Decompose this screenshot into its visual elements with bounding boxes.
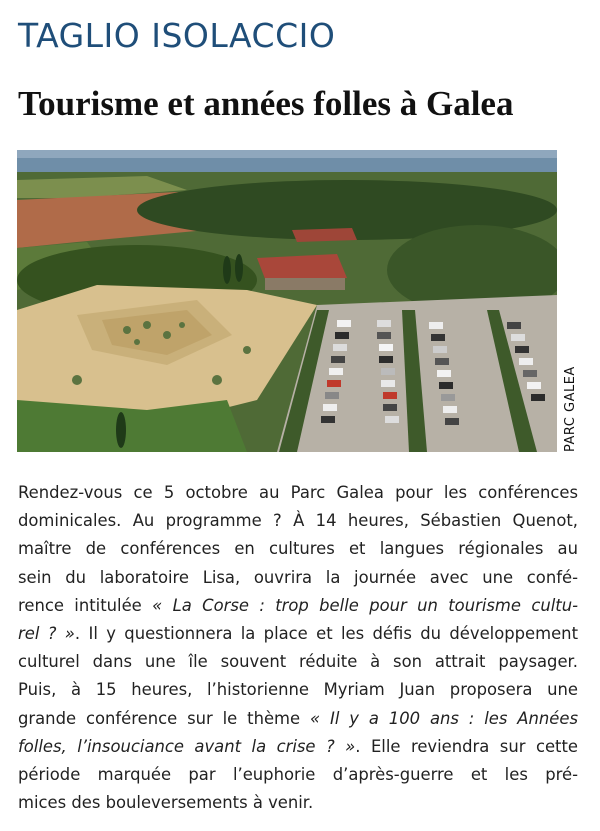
body-line: mices des bouleversements à venir.	[18, 793, 314, 813]
article-headline: Tourisme et années folles à Galea	[18, 84, 514, 123]
body-line	[18, 705, 578, 733]
body-line: dominicales. Au programme ? À 14 heures, Sébastien Quenot,	[18, 511, 578, 531]
aerial-photo	[17, 150, 557, 452]
photo-credit: PARC GALEA	[563, 366, 578, 452]
italic-title: « La Corse : trop belle pour un tourisme cultu-	[152, 595, 578, 615]
body-line: culturel dans une île souvent réduite à son attrait paysager.	[18, 652, 578, 672]
body-line: période marquée par l’euphorie d’après-guerre et les pré-	[18, 764, 578, 784]
italic-title: folles, l’insouciance avant la crise ? »	[18, 736, 356, 756]
body-text-fragment: . Il y questionnera la place et les défis du développement	[74, 623, 578, 643]
body-line: Rendez-vous ce 5 octobre au Parc Galea pour les conférences	[18, 483, 578, 502]
body-line: maître de conférences en cultures et langues régionales au	[18, 539, 578, 559]
body-line: Puis, à 15 heures, l’historienne Myriam Juan proposera une	[18, 680, 578, 700]
body-line	[18, 733, 578, 761]
body-line	[18, 620, 578, 648]
body-text-fragment: . Elle reviendra sur cette	[355, 736, 578, 756]
article-body	[18, 479, 578, 817]
body-text-fragment: grande conférence sur le thème	[18, 708, 310, 728]
body-line	[18, 592, 578, 620]
body-line: sein du laboratoire Lisa, ouvrira la journée avec une confé-	[18, 567, 578, 587]
italic-title: « Il y a 100 ans : les Années	[309, 708, 578, 728]
italic-title: rel ? »	[18, 623, 75, 643]
body-text-fragment: rence intitulée	[18, 595, 153, 615]
section-kicker: TAGLIO ISOLACCIO	[18, 16, 336, 55]
